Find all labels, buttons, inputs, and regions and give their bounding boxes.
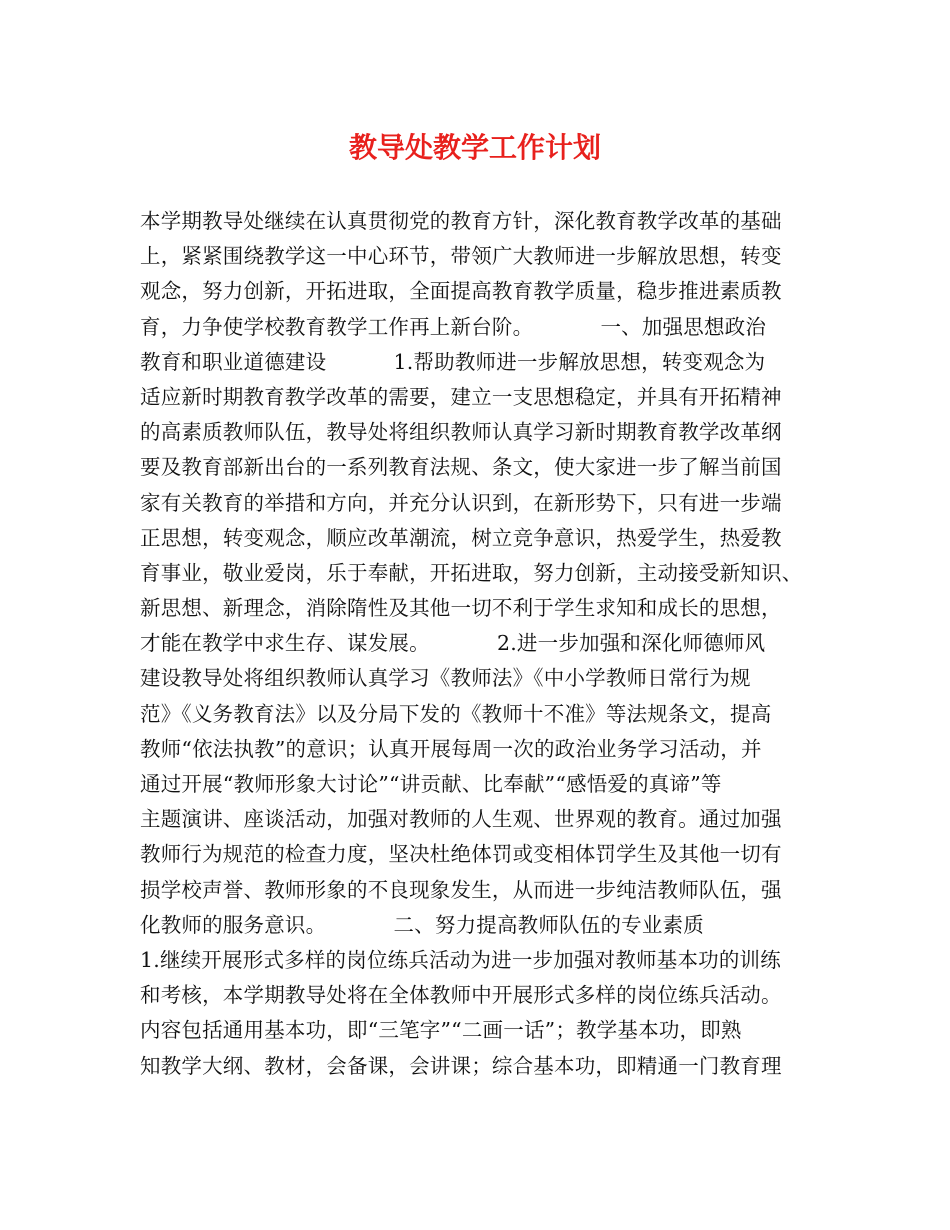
text-line: 要及教育部新出台的一系列教育法规、条文，使大家进一步了解当前国 (140, 455, 782, 480)
text-line: 的高素质教师队伍，教导处将组织教师认真学习新时期教育教学改革纲 (140, 420, 782, 445)
text-line: 建设教导处将组织教师认真学习《教师法》《中小学教师日常行为规 (140, 666, 751, 691)
text-line: 家有关教育的举措和方向，并充分认识到，在新形势下，只有进一步端 (140, 490, 782, 515)
text-line: 教师行为规范的检查力度，坚决杜绝体罚或变相体罚学生及其他一切有 (140, 842, 782, 867)
text-line: 化教师的服务意识。 二、努力提高教师队伍的专业素质 (140, 912, 704, 937)
text-line: 教师“依法执教”的意识；认真开展每周一次的政治业务学习活动，并 (140, 736, 762, 761)
text-line: 本学期教导处继续在认真贯彻党的教育方针，深化教育教学改革的基础 (140, 209, 782, 233)
text-line: 观念，努力创新，开拓进取，全面提高教育教学质量，稳步推进素质教 (140, 279, 782, 304)
text-line: 正思想，转变观念，顺应改革潮流，树立竞争意识，热爱学生，热爱教 (140, 525, 782, 550)
text-line: 育，力争使学校教育教学工作再上新台阶。 一、加强思想政治 (140, 314, 767, 339)
text-line: 1.继续开展形式多样的岗位练兵活动为进一步加强对教师基本功的训练 (140, 947, 781, 972)
text-line: 和考核，本学期教导处将在全体教师中开展形式多样的岗位练兵活动。 (140, 983, 782, 1008)
text-line: 育事业，敬业爱岗，乐于奉献，开拓进取，努力创新，主动接受新知识、 (140, 560, 803, 585)
document-body (140, 204, 820, 1084)
text-line: 主题演讲、座谈活动，加强对教师的人生观、世界观的教育。通过加强 (140, 807, 782, 832)
text-line: 适应新时期教育教学改革的需要，建立一支思想稳定，并具有开拓精神 (140, 384, 782, 409)
text-line: 才能在教学中求生存、谋发展。 2.进一步加强和深化师德师风 (140, 631, 766, 656)
text-line: 损学校声誉、教师形象的不良现象发生，从而进一步纯洁教师队伍，强 (140, 877, 782, 902)
text-line: 知教学大纲、教材，会备课，会讲课；综合基本功，即精通一门教育理 (140, 1053, 782, 1078)
text-line: 教育和职业道德建设 1.帮助教师进一步解放思想，转变观念为 (140, 349, 766, 374)
text-line: 上，紧紧围绕教学这一中心环节，带领广大教师进一步解放思想，转变 (140, 244, 782, 269)
text-line: 通过开展“教师形象大讨论”“讲贡献、比奉献”“感悟爱的真谛”等 (140, 772, 722, 796)
text-line: 内容包括通用基本功，即“三笔字”“二画一话”；教学基本功，即熟 (140, 1018, 742, 1043)
text-line: 新思想、新理念，消除隋性及其他一切不利于学生求知和成长的思想， (140, 596, 782, 621)
document-title: 教导处教学工作计划 (348, 131, 601, 164)
text-line: 范》《义务教育法》以及分局下发的《教师十不准》等法规条文，提高 (140, 701, 772, 726)
